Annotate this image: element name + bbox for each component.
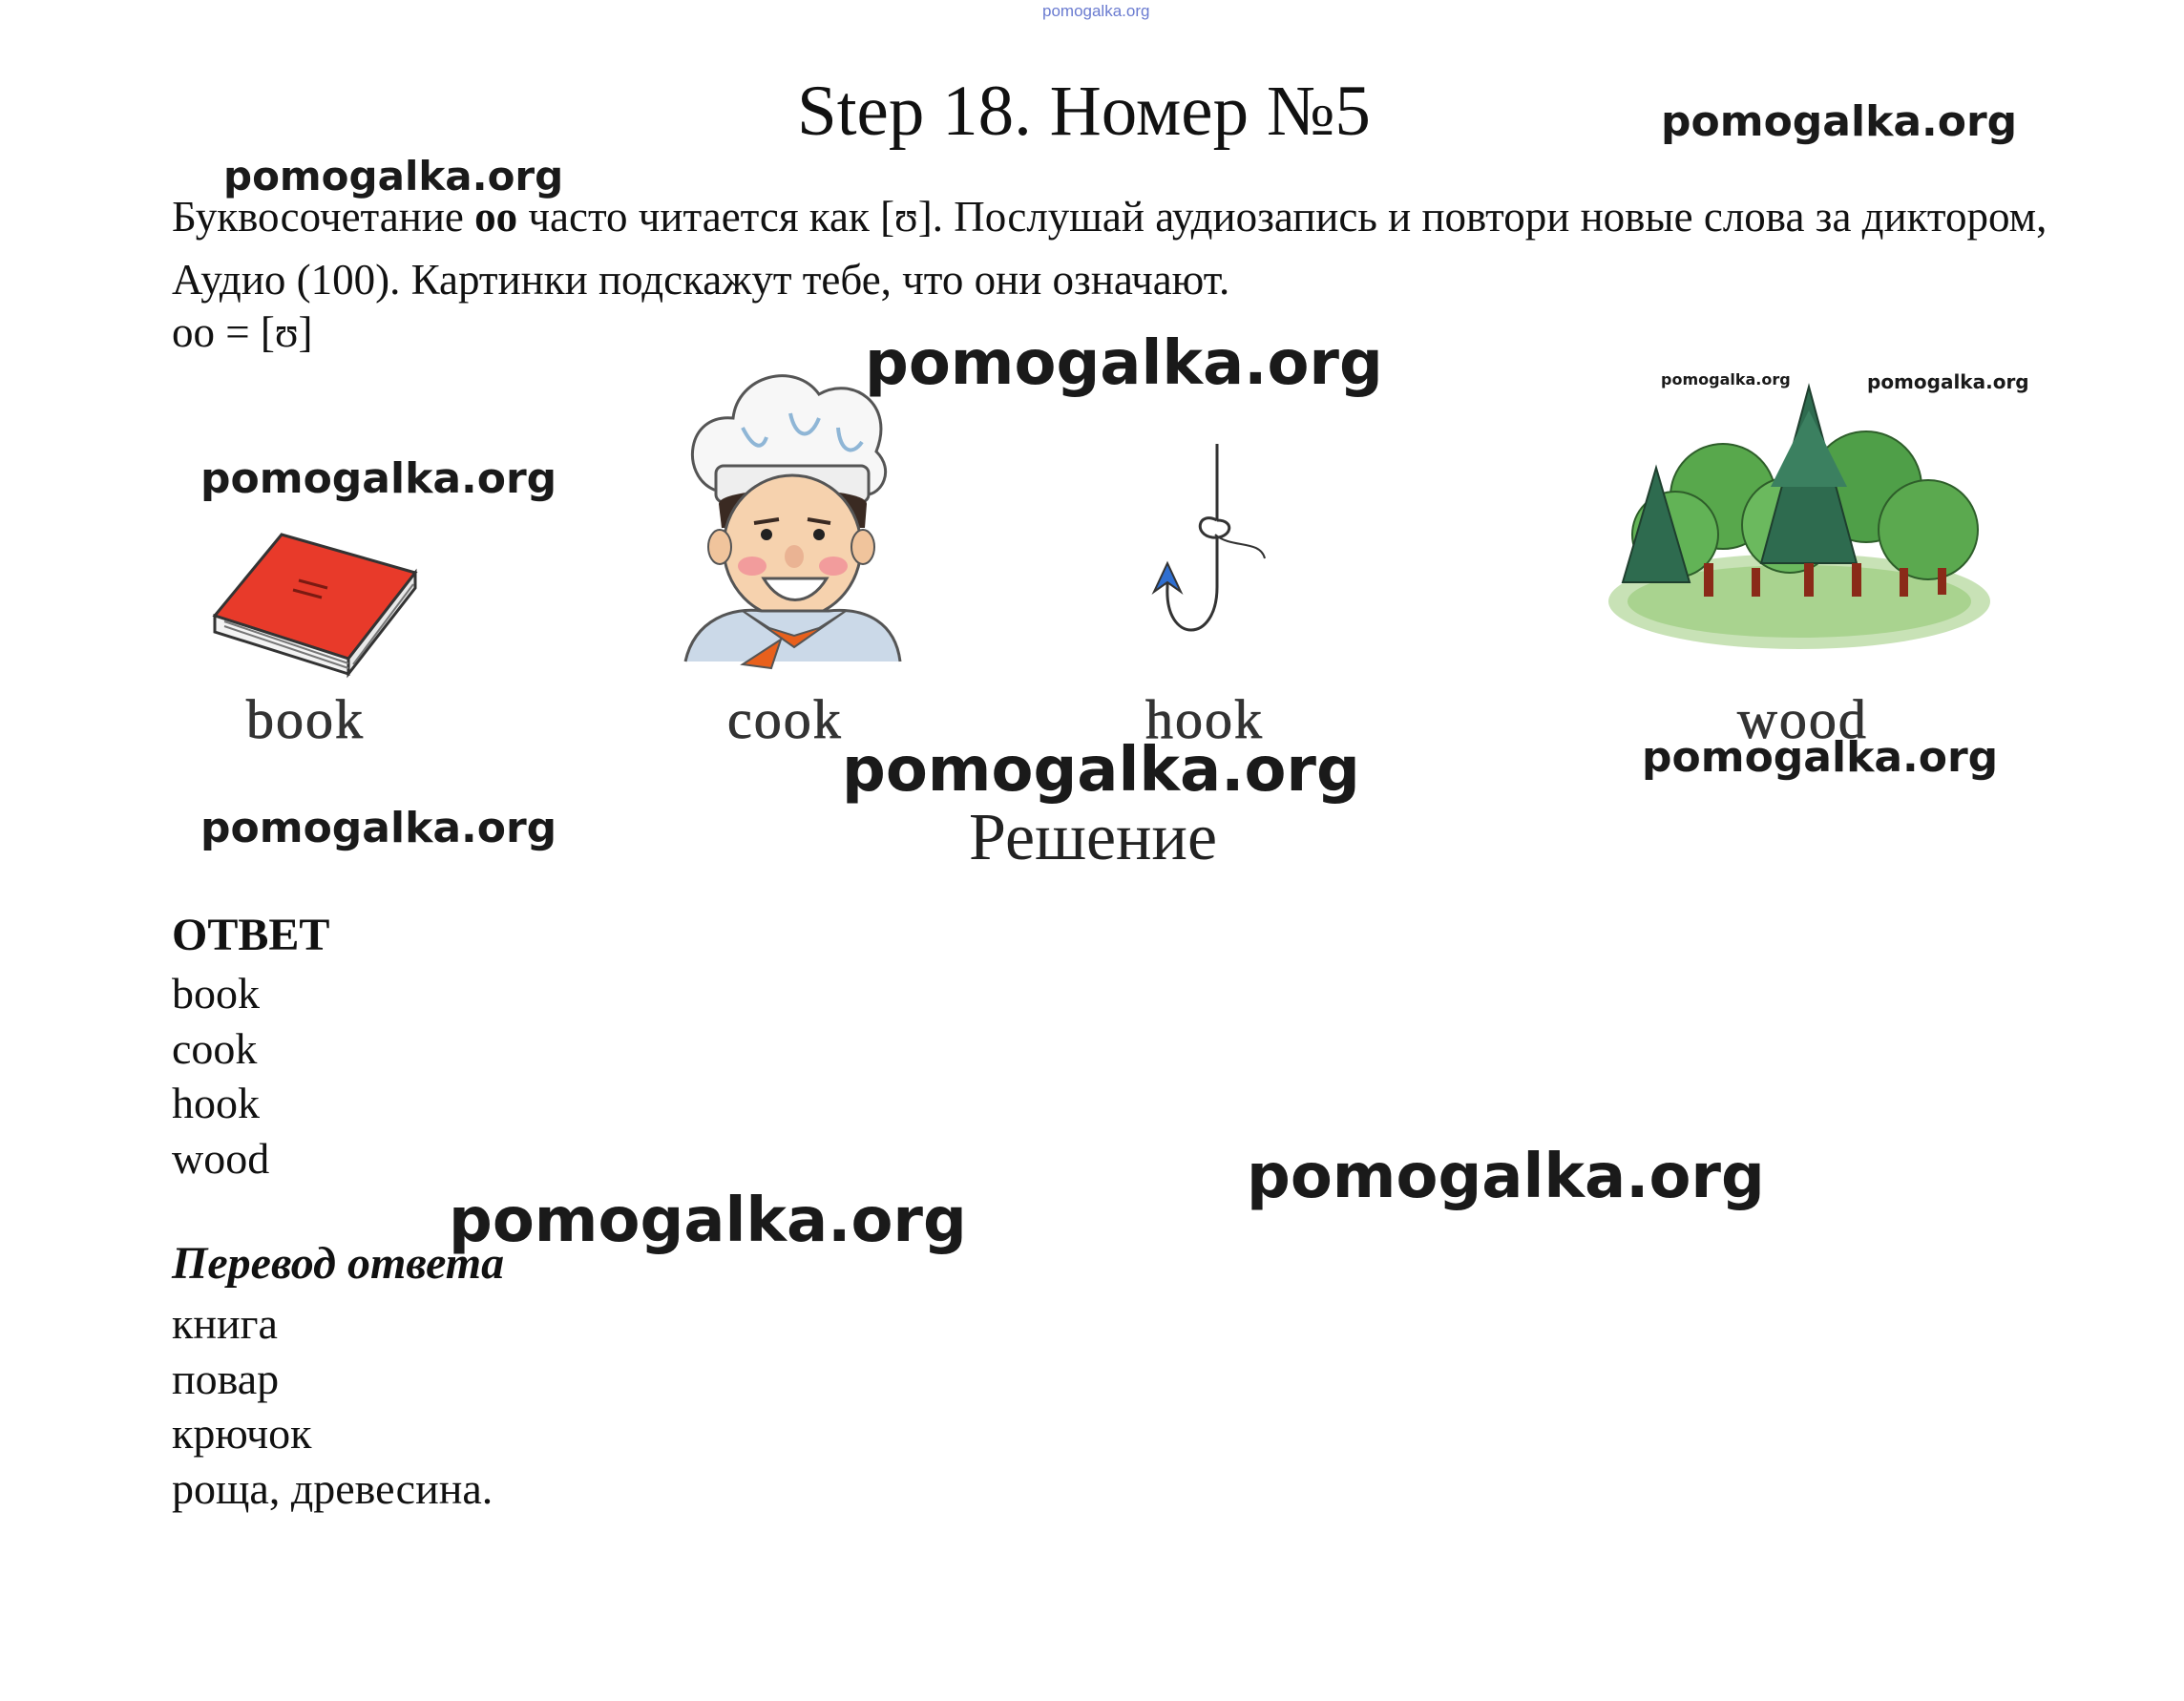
translation-item: крючок <box>172 1409 312 1458</box>
picture-label-wood: wood <box>1737 688 1868 750</box>
translation-item: книга <box>172 1299 278 1348</box>
watermark-top: pomogalka.org <box>1042 2 1150 20</box>
translation-list <box>172 1296 493 1516</box>
watermark: pomogalka.org <box>865 328 1383 399</box>
answer-item: book <box>172 969 260 1018</box>
watermark: pomogalka.org <box>223 153 564 200</box>
answer-heading: ОТВЕТ <box>172 910 330 960</box>
watermark: pomogalka.org <box>1867 370 2029 393</box>
answer-item: wood <box>172 1133 270 1183</box>
instruction-part1: Буквосочетание <box>172 193 475 241</box>
forest-icon <box>1608 372 1990 659</box>
answer-item: hook <box>172 1079 260 1127</box>
watermark: pomogalka.org <box>1642 733 1999 782</box>
translation-item: повар <box>172 1354 280 1403</box>
instruction-text <box>172 185 2071 311</box>
book-icon <box>205 506 425 668</box>
solution-heading: Решение <box>969 801 1218 874</box>
picture-label-book: book <box>246 688 365 750</box>
answer-item: cook <box>172 1023 258 1073</box>
instruction-bold: oo <box>474 193 518 241</box>
watermark: pomogalka.org <box>842 735 1360 806</box>
watermark: pomogalka.org <box>200 454 557 503</box>
watermark: pomogalka.org <box>200 804 557 852</box>
phonics-formula: oo = [ʊ] <box>172 308 313 356</box>
instruction-part2: часто читается как [ʊ]. Послушай аудиозапись и повтори новые слова за диктором, Аудио (100). Картинки подскажут тебе, что они означают. <box>172 193 2048 304</box>
translation-heading: Перевод ответа <box>172 1238 505 1289</box>
picture-label-cook: cook <box>727 688 843 750</box>
translation-item: роща, древесина. <box>172 1463 494 1513</box>
answer-list <box>172 966 269 1186</box>
watermark: pomogalka.org <box>449 1186 967 1256</box>
page-title: Step 18. Номер №5 <box>797 72 1371 151</box>
chef-icon <box>676 361 905 662</box>
picture-label-hook: hook <box>1145 688 1264 750</box>
watermark: pomogalka.org <box>1247 1142 1765 1212</box>
hook-icon <box>1141 444 1274 673</box>
watermark: pomogalka.org <box>1661 97 2018 146</box>
watermark: pomogalka.org <box>1661 370 1791 388</box>
